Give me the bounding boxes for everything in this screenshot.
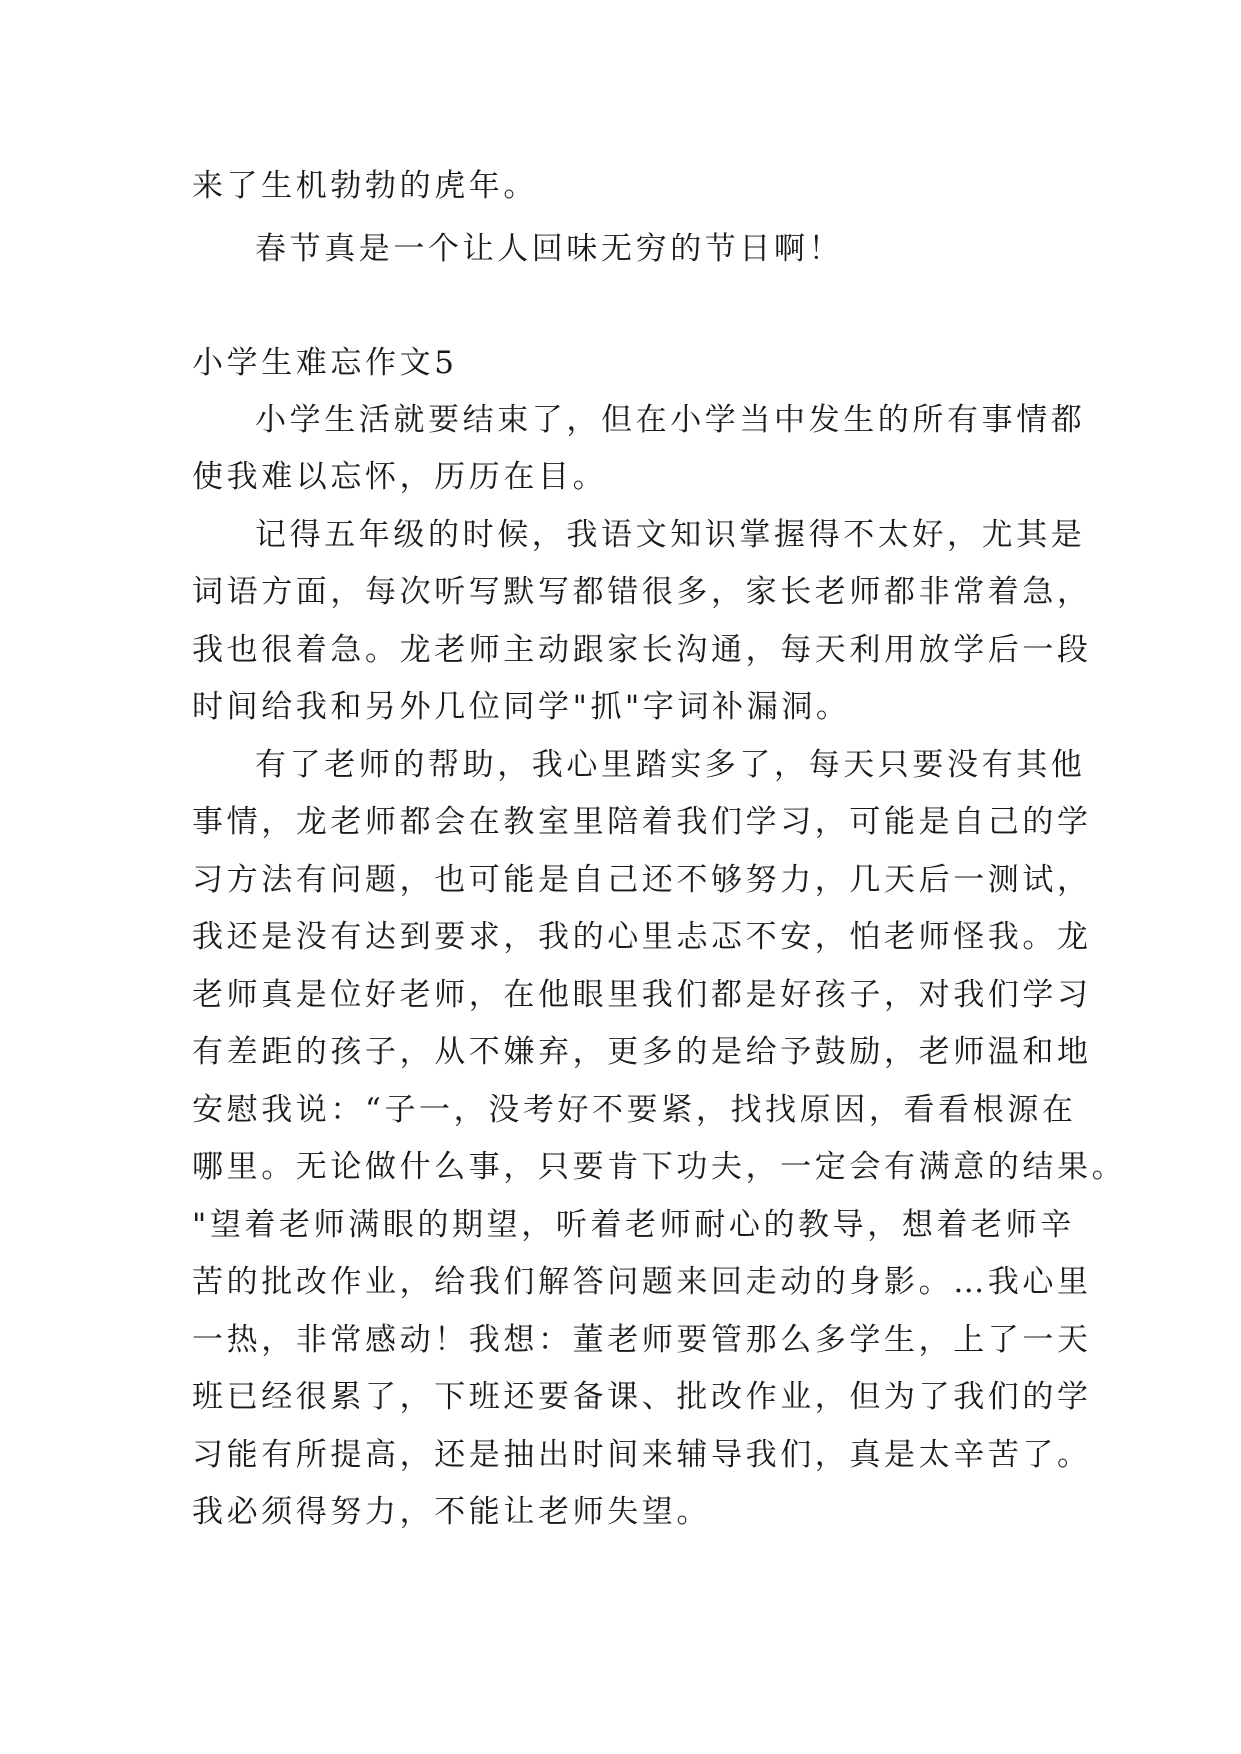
text-line: 苦的批改作业，给我们解答问题来回走动的身影。…我心里	[192, 1264, 1092, 1300]
text-line: 老师真是位好老师，在他眼里我们都是好孩子，对我们学习	[192, 977, 1092, 1013]
text-line: 我也很着急。龙老师主动跟家长沟通，每天利用放学后一段	[192, 632, 1092, 668]
text-line: 来了生机勃勃的虎年。	[192, 168, 538, 204]
text-line: 一热，非常感动！我想：董老师要管那么多学生，上了一天	[192, 1322, 1092, 1358]
text-line: 习能有所提高，还是抽出时间来辅导我们，真是太辛苦了。	[192, 1437, 1092, 1473]
text-line: 时间给我和另外几位同学"抓"字词补漏洞。	[192, 689, 851, 725]
section-title: 小学生难忘作文5	[192, 345, 458, 381]
text-line: 班已经很累了，下班还要备课、批改作业，但为了我们的学	[192, 1379, 1092, 1415]
text-line: 安慰我说：“子一，没考好不要紧，找找原因，看看根源在	[192, 1092, 1077, 1128]
closing-sentence: 春节真是一个让人回味无穷的节日啊！	[255, 231, 844, 267]
text-line: 有了老师的帮助，我心里踏实多了，每天只要没有其他	[255, 747, 1086, 783]
text-line: 词语方面，每次听写默写都错很多，家长老师都非常着急，	[192, 574, 1092, 610]
text-line: "望着老师满眼的期望，听着老师耐心的教导，想着老师辛	[192, 1207, 1075, 1243]
text-line: 哪里。无论做什么事，只要肯下功夫，一定会有满意的结果。	[192, 1149, 1127, 1185]
text-line: 事情，龙老师都会在教室里陪着我们学习，可能是自己的学	[192, 804, 1092, 840]
text-line: 我必须得努力，不能让老师失望。	[192, 1494, 711, 1530]
text-line: 我还是没有达到要求，我的心里忐忑不安，怕老师怪我。龙	[192, 919, 1092, 955]
text-line: 记得五年级的时候，我语文知识掌握得不太好，尤其是	[255, 517, 1086, 553]
text-line: 小学生活就要结束了，但在小学当中发生的所有事情都	[255, 402, 1086, 438]
text-line: 有差距的孩子，从不嫌弃，更多的是给予鼓励，老师温和地	[192, 1034, 1092, 1070]
text-line: 习方法有问题，也可能是自己还不够努力，几天后一测试，	[192, 862, 1092, 898]
text-line: 使我难以忘怀，历历在目。	[192, 459, 608, 495]
